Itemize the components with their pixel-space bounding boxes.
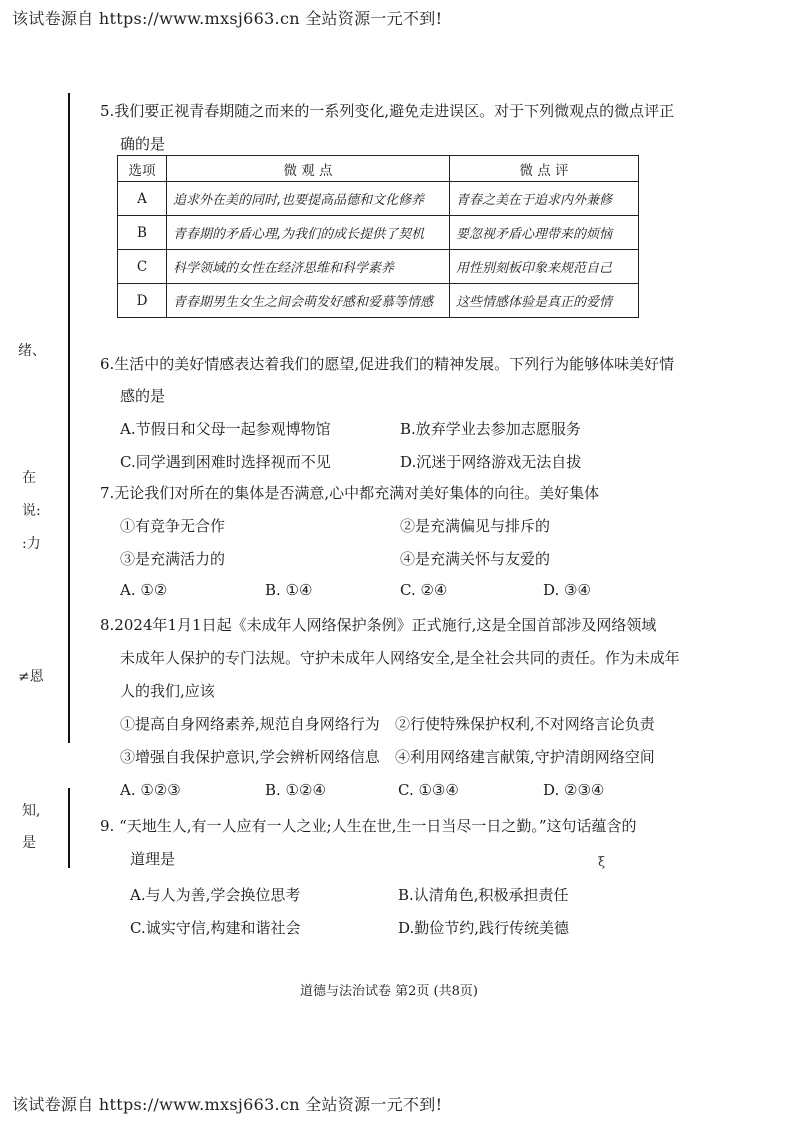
- margin-note: 是: [22, 835, 36, 851]
- watermark-top: 该试卷源自 https://www.mxsj663.cn 全站资源一元不到!: [12, 9, 443, 28]
- header-view: 微 观 点: [167, 156, 450, 182]
- q7-item-1: ①有竞争无合作: [120, 517, 226, 535]
- margin-note: ≠恩: [18, 669, 44, 685]
- q6-stem-line1: 6.生活中的美好情感表达着我们的愿望,促进我们的精神发展。下列行为能够体味美好情: [100, 355, 675, 373]
- q8-option-b[interactable]: B. ①②④: [265, 781, 326, 799]
- q7-option-d[interactable]: D. ③④: [543, 581, 591, 599]
- q5-table: [117, 155, 639, 318]
- q9-option-d[interactable]: D.勤俭节约,践行传统美德: [398, 919, 570, 937]
- row-view: 追求外在美的同时,也要提高品德和文化修养: [167, 182, 450, 216]
- q8-item-3: ③增强自我保护意识,学会辨析网络信息: [120, 748, 380, 766]
- q7-item-2: ②是充满偏见与排斥的: [400, 517, 551, 535]
- row-view: 青春期的矛盾心理,为我们的成长提供了契机: [167, 216, 450, 250]
- margin-note: 在: [22, 470, 36, 486]
- q7-item-3: ③是充满活力的: [120, 550, 226, 568]
- table-row: [118, 182, 639, 216]
- q5-stem-line1: 5.我们要正视青春期随之而来的一系列变化,避免走进误区。对于下列微观点的微点评正: [100, 102, 675, 120]
- q8-option-d[interactable]: D. ②③④: [543, 781, 605, 799]
- margin-note: :力: [22, 536, 41, 552]
- table-row: [118, 284, 639, 318]
- row-comment: 这些情感体验是真正的爱情: [450, 284, 639, 318]
- header-option: 选项: [118, 156, 167, 182]
- q8-stem-line2: 未成年人保护的专门法规。守护未成年人网络安全,是全社会共同的责任。作为未成年: [120, 649, 680, 667]
- q9-stem-line1: 9. “天地生人,有一人应有一人之业;人生在世,生一日当尽一日之勤。”这句话蕴含的: [100, 817, 637, 835]
- q6-option-d[interactable]: D.沉迷于网络游戏无法自拔: [400, 453, 582, 471]
- row-view: 青春期男生女生之间会萌发好感和爱慕等情感: [167, 284, 450, 318]
- margin-note: 说:: [22, 503, 41, 519]
- margin-note: 绪、: [18, 343, 46, 359]
- q9-option-a[interactable]: A.与人为善,学会换位思考: [130, 886, 301, 904]
- q8-option-a[interactable]: A. ①②③: [120, 781, 181, 799]
- header-comment: 微 点 评: [450, 156, 639, 182]
- q9-option-b[interactable]: B.认清角色,积极承担责任: [398, 886, 569, 904]
- table-row: [118, 250, 639, 284]
- row-option: D: [118, 284, 167, 318]
- q7-option-a[interactable]: A. ①②: [120, 581, 168, 599]
- row-option: C: [118, 250, 167, 284]
- row-view: 科学领域的女性在经济思维和科学素养: [167, 250, 450, 284]
- q8-stem-line3: 人的我们,应该: [120, 682, 215, 700]
- row-comment: 用性别刻板印象来规范自己: [450, 250, 639, 284]
- q5-stem-line2: 确的是: [120, 135, 166, 153]
- q7-stem: 7.无论我们对所在的集体是否满意,心中都充满对美好集体的向往。美好集体: [100, 484, 600, 502]
- q8-option-c[interactable]: C. ①③④: [398, 781, 459, 799]
- row-option: B: [118, 216, 167, 250]
- q6-option-c[interactable]: C.同学遇到困难时选择视而不见: [120, 453, 331, 471]
- margin-note: 知,: [22, 803, 41, 819]
- row-option: A: [118, 182, 167, 216]
- table-header-row: [118, 156, 639, 182]
- watermark-bottom: 该试卷源自 https://www.mxsj663.cn 全站资源一元不到!: [12, 1095, 443, 1114]
- q6-option-a[interactable]: A.节假日和父母一起参观博物馆: [120, 420, 331, 438]
- q8-item-4: ④利用网络建言献策,守护清朗网络空间: [395, 748, 655, 766]
- row-comment: 要忽视矛盾心理带来的烦恼: [450, 216, 639, 250]
- q8-stem-line1: 8.2024年1月1日起《未成年人网络保护条例》正式施行,这是全国首部涉及网络领域: [100, 616, 657, 634]
- margin-mark: ξ: [598, 855, 606, 870]
- q7-option-b[interactable]: B. ①④: [265, 581, 313, 599]
- q9-option-c[interactable]: C.诚实守信,构建和谐社会: [130, 919, 301, 937]
- q9-stem-line2: 道理是: [130, 850, 176, 868]
- binding-line-upper: [68, 93, 70, 743]
- q8-item-2: ②行使特殊保护权利,不对网络言论负责: [395, 715, 655, 733]
- row-comment: 青春之美在于追求内外兼修: [450, 182, 639, 216]
- q8-item-1: ①提高自身网络素养,规范自身网络行为: [120, 715, 380, 733]
- q6-stem-line2: 感的是: [120, 387, 166, 405]
- page-footer: 道德与法治试卷 第2页 (共8页): [300, 984, 478, 999]
- q7-option-c[interactable]: C. ②④: [400, 581, 448, 599]
- binding-line-lower: [68, 788, 70, 868]
- q7-item-4: ④是充满关怀与友爱的: [400, 550, 551, 568]
- q6-option-b[interactable]: B.放弃学业去参加志愿服务: [400, 420, 581, 438]
- table-row: [118, 216, 639, 250]
